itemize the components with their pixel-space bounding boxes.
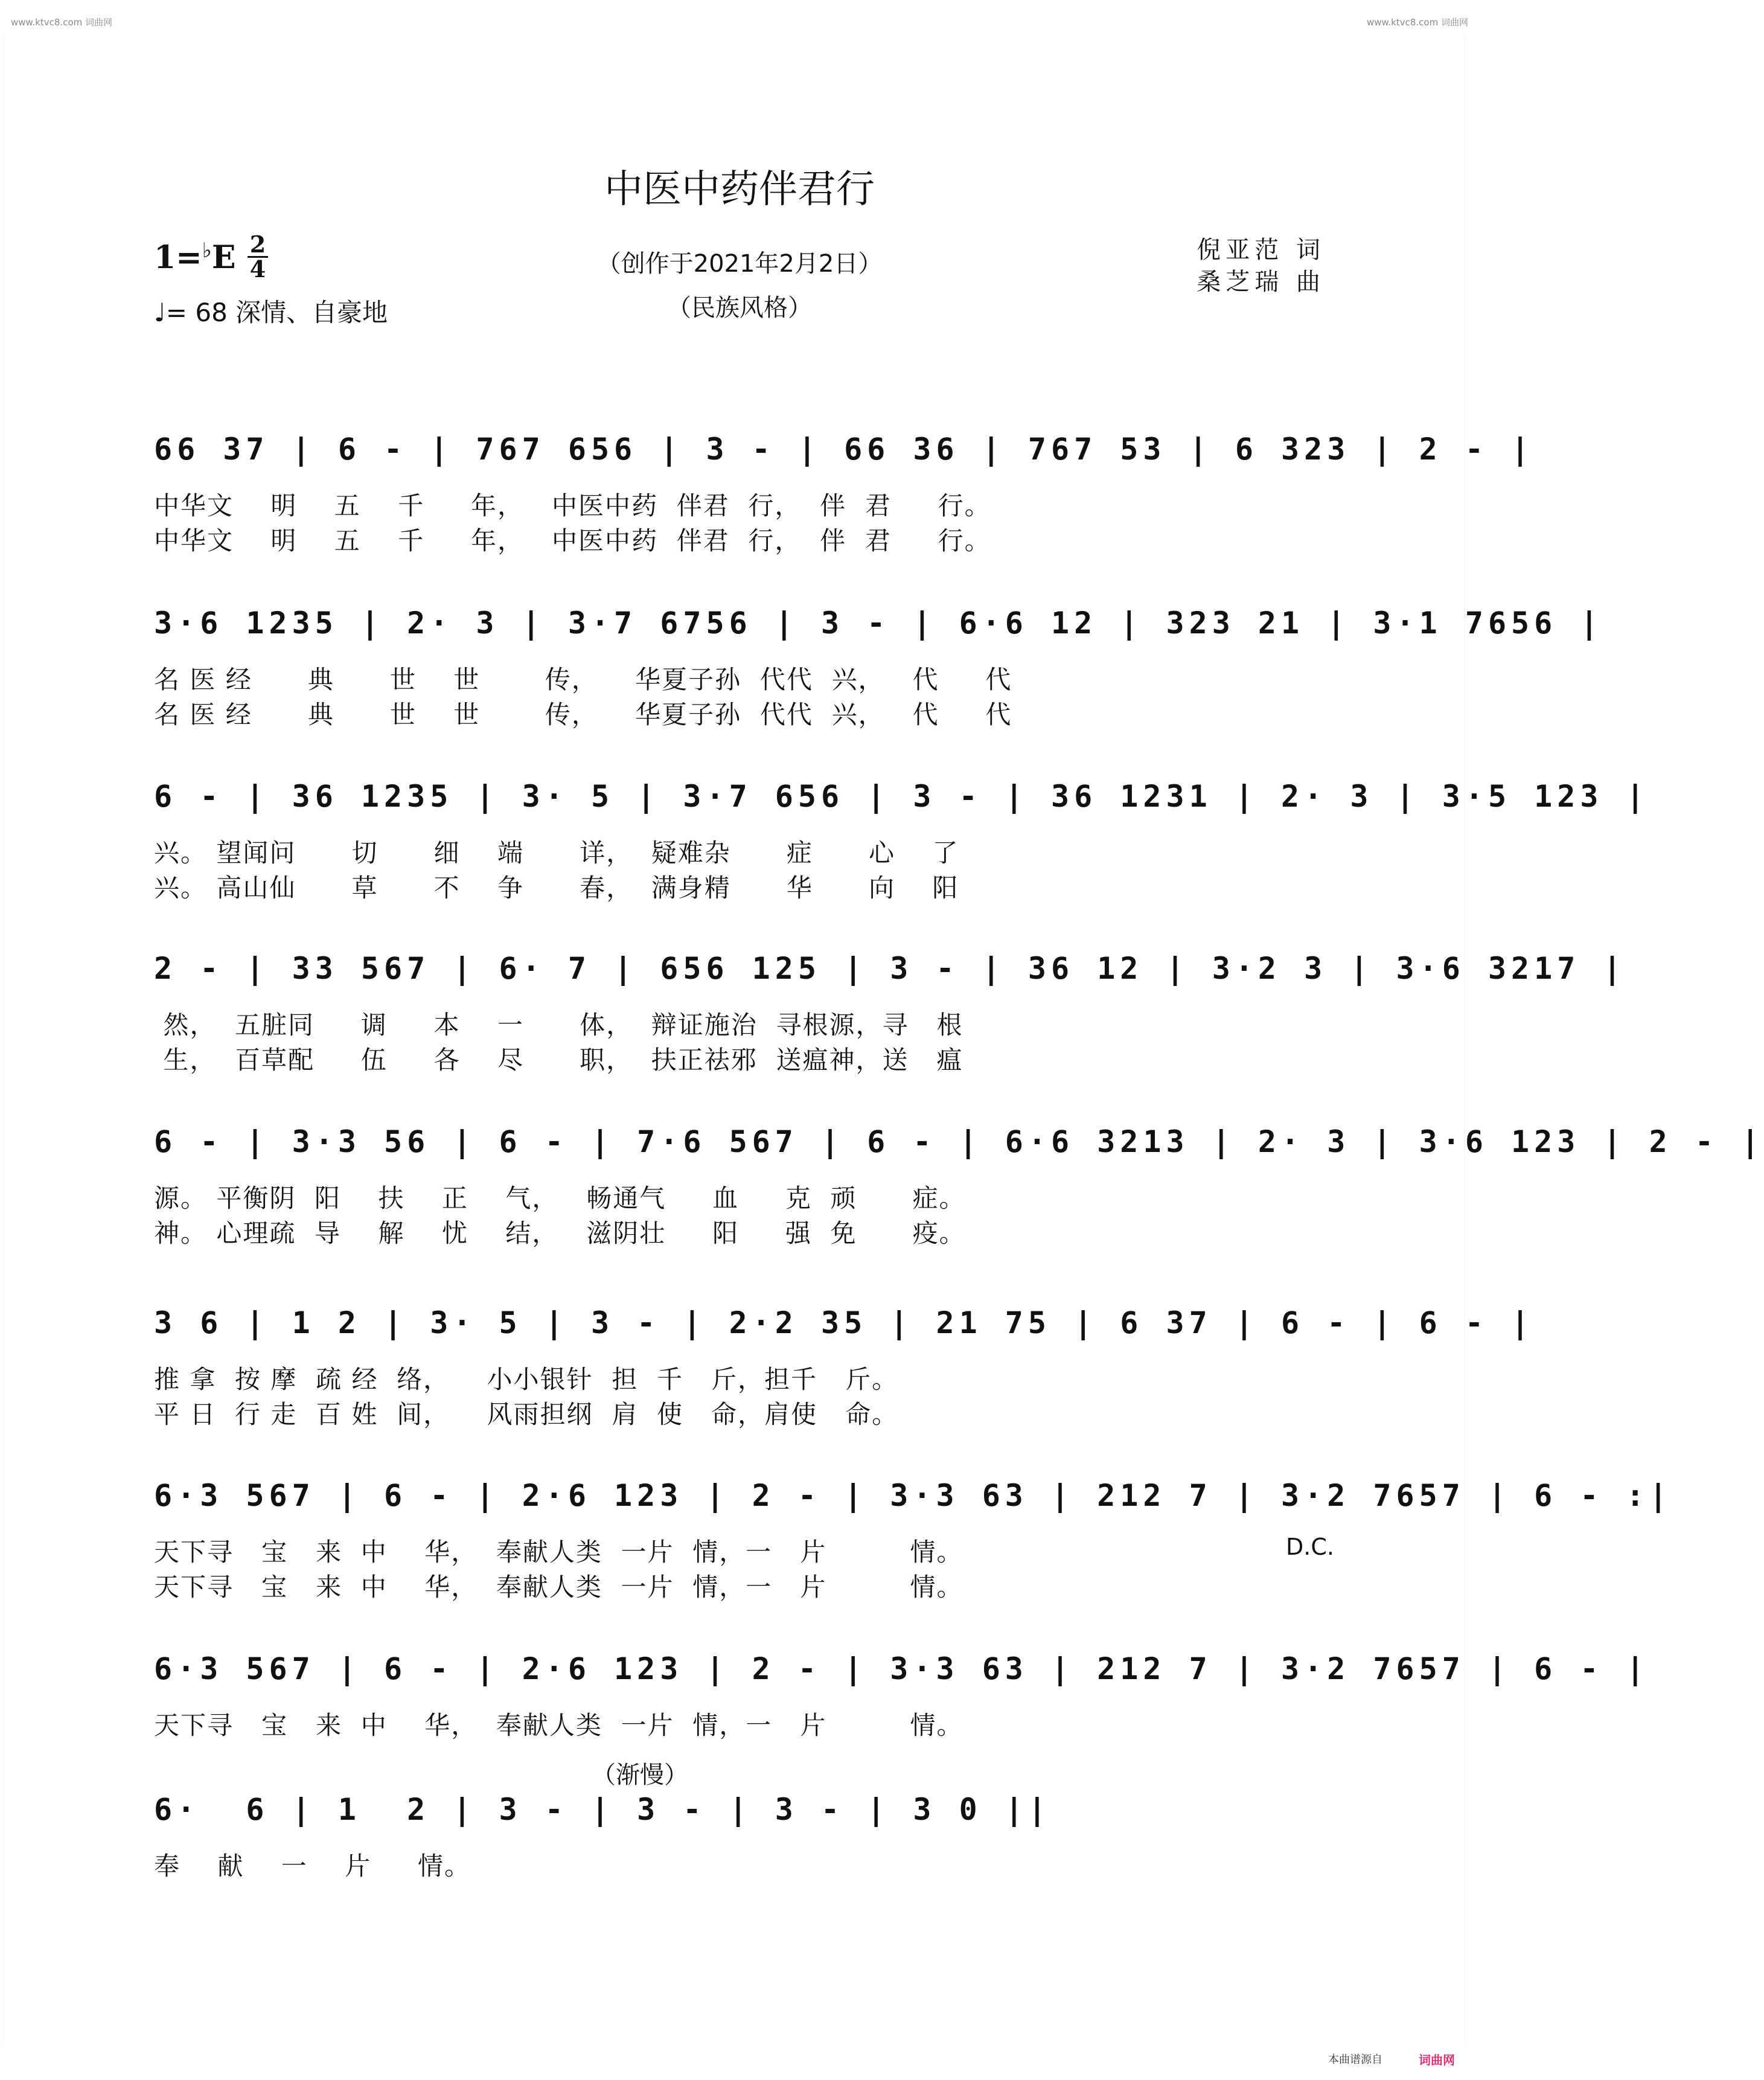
lyric-verse-2: 名 医 经 典 世 世 传， 华夏子孙 代代 兴， 代 代 [154,700,1012,729]
lyric-verse-2: 平 日 行 走 百 姓 间， 风雨担纲 肩 使 命，肩使 命。 [154,1400,899,1429]
notation-line: 6·3 567 | 6 - | 2·6 123 | 2 - | 3·3 63 | 212 7 | 3·2 7657 | 6 - :| [154,1478,1672,1513]
right-margin-strip [1464,36,1475,2044]
lyric-verse-1: 中华文 明 五 千 年， 中医中药 伴君 行， 伴 君 行。 [154,491,991,520]
creation-note: （创作于2021年2月2日） [596,250,883,278]
lyric-verse-1: 源。 平衡阴 阳 扶 正 气， 畅通气 血 克 顽 症。 [154,1183,966,1213]
dc-marking: D.C. [1286,1534,1334,1560]
notation-line: 66 37 | 6 - | 767 656 | 3 - | 66 36 | 767 53 | 6 323 | 2 - | [154,432,1535,467]
flat-symbol: ♭ [202,238,212,263]
key-prefix: 1= [154,239,202,276]
notation-line: 2 - | 33 567 | 6· 7 | 656 125 | 3 - | 36 12 | 3·2 3 | 3·6 3217 | [154,951,1626,986]
notation-line: 3 6 | 1 2 | 3· 5 | 3 - | 2·2 35 | 21 75 | 6 37 | 6 - | 6 - | [154,1305,1535,1340]
lyric-verse-2: 天下寻 宝 来 中 华， 奉献人类 一片 情，一 片 情。 [154,1572,963,1602]
ritardando-marking: （渐慢） [592,1761,688,1789]
left-margin-strip [4,36,15,2044]
lyric-verse-2: 兴。 高山仙 草 不 争 春， 满身精 华 向 阳 [154,873,959,903]
footer-logo[interactable]: 词曲网 [1419,2053,1455,2067]
lyric-verse-1: 奉 献 一 片 情。 [154,1851,471,1881]
notation-line: 6 - | 3·3 56 | 6 - | 7·6 567 | 6 - | 6·6 3213 | 2· 3 | 3·6 123 | 2 - | [154,1124,1764,1159]
lyric-verse-2: 神。 心理疏 导 解 忧 结， 滋阴壮 阳 强 免 疫。 [154,1218,966,1248]
watermark-top-left: www.ktvc8.com 词曲网 [11,17,113,28]
lyric-verse-2: 生， 百草配 伍 各 尽 职， 扶正祛邪 送瘟神，送 瘟 [154,1045,963,1075]
tempo-marking: ♩= 68 深情、自豪地 [154,298,388,327]
notation-line: 3·6 1235 | 2· 3 | 3·7 6756 | 3 - | 6·6 12 | 323 21 | 3·1 7656 | [154,606,1603,641]
lyric-verse-2: 中华文 明 五 千 年， 中医中药 伴君 行， 伴 君 行。 [154,526,991,555]
composer-credit: 桑芝瑞 曲 [1197,268,1325,296]
lyric-verse-1: 兴。 望闻问 切 细 端 详， 疑难杂 症 心 了 [154,838,959,868]
lyric-verse-1: 名 医 经 典 世 世 传， 华夏子孙 代代 兴， 代 代 [154,665,1012,694]
lyricist-credit: 倪亚范 词 [1197,236,1325,264]
lyric-verse-1: 然， 五脏同 调 本 一 体， 辩证施治 寻根源，寻 根 [154,1010,963,1040]
time-top: 2 [249,231,266,258]
footer-source-text: 本曲谱源自 [1328,2053,1382,2066]
lyric-verse-1: 天下寻 宝 来 中 华， 奉献人类 一片 情，一 片 情。 [154,1537,963,1567]
lyric-verse-1: 推 拿 按 摩 疏 经 络， 小小银针 担 千 斤，担千 斤。 [154,1365,899,1394]
song-title: 中医中药伴君行 [604,167,875,212]
key-note: E [211,239,236,276]
style-note: （民族风格） [667,294,812,322]
notation-line: 6 - | 36 1235 | 3· 5 | 3·7 656 | 3 - | 36 1231 | 2· 3 | 3·5 123 | [154,779,1649,814]
time-bottom: 4 [249,255,266,283]
lyric-verse-1: 天下寻 宝 来 中 华， 奉献人类 一片 情，一 片 情。 [154,1710,963,1740]
watermark-top-right: www.ktvc8.com 词曲网 [1366,17,1468,28]
notation-line: 6· 6 | 1 2 | 3 - | 3 - | 3 - | 3 0 || [154,1792,1051,1827]
notation-line: 6·3 567 | 6 - | 2·6 123 | 2 - | 3·3 63 | 212 7 | 3·2 7657 | 6 - | [154,1651,1649,1686]
